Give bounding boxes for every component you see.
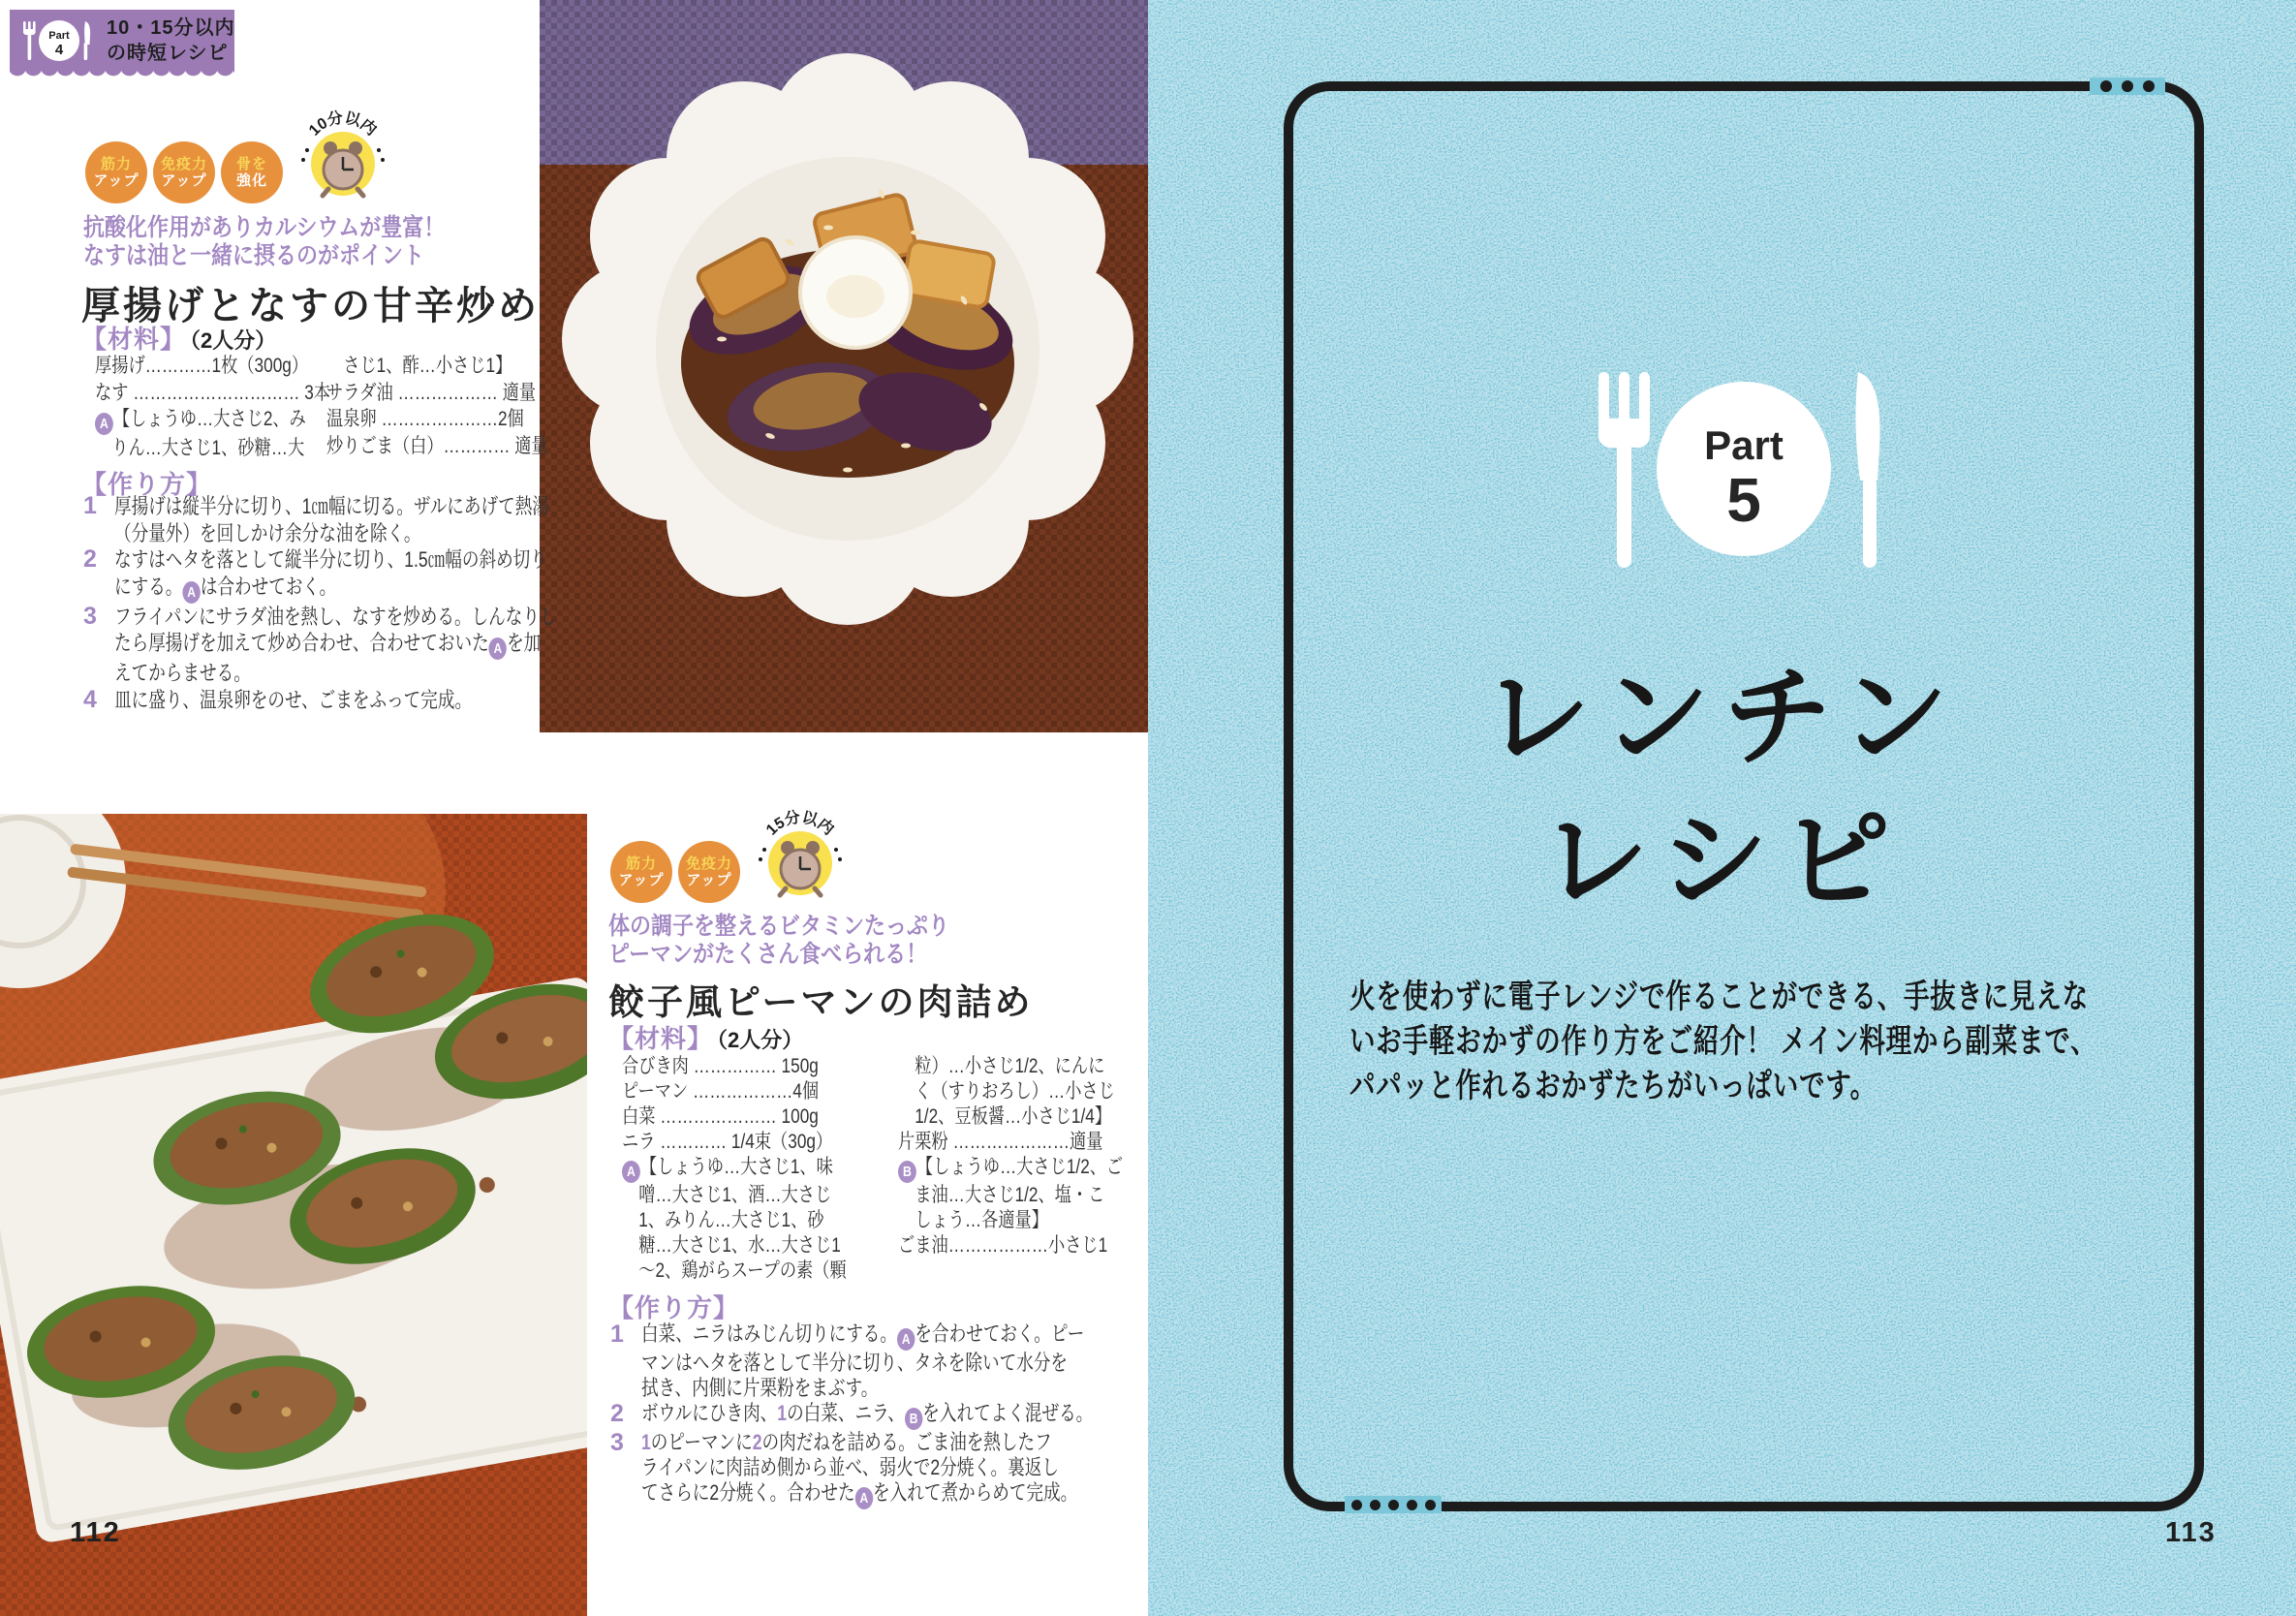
description-line: パパッと作れるおかずたちがいっぱいです。 [1350,1068,1877,1104]
ingredient-line: さじ1、酢…小さじ1】 [326,355,512,377]
ingredient-line: ニラ ………… 1/4束（30g） [622,1131,833,1153]
recipe-step [83,546,667,604]
recipe2-materials-heading: 【材料】 （2人分） [608,1024,804,1053]
step-line: マンはヘタを落として半分に切り、タネを除いて水分を [641,1351,1069,1375]
fork-plate-knife-icon [1589,366,1908,579]
recipe-step [610,1430,1148,1509]
part5-frame [1284,81,2204,1511]
scalloped-edge [10,70,234,80]
badge-text: 免疫力 [160,156,207,172]
step-line: にする。 A は合わせておく。 [114,574,547,604]
step-line: たら厚揚げを加えて炒め合わせ、合わせておいた A を加 [114,630,557,660]
ingredient-line: ま油…大さじ1/2、塩・こ [898,1184,1105,1206]
step-reference: 1 [777,1401,788,1425]
step-line: てさらに2分焼く。合わせた A を入れて煮からめて完成。 [641,1480,1077,1509]
step-line: 拭き、内側に片栗粉をまぶす。 [641,1376,879,1400]
part5-label: Part [1704,422,1784,468]
badge-text: アップ [618,872,665,888]
ingredient-line: A 【しょうゆ…大さじ2、み [95,406,285,435]
ingredient-line: 厚揚げ…………1枚（300g） [95,355,309,377]
right-page [1148,0,2296,1616]
step-line: えてからませる。 [114,661,251,685]
description-line: いお手軽おかずの作り方をご紹介！ メイン料理から副菜まで、 [1350,1023,2097,1060]
seasoning-marker: A [182,581,200,604]
description-line: 火を使わずに電子レンジで作ることができる、手抜きに見えな [1350,979,2090,1015]
catch-copy-line: 抗酸化作用がありカルシウムが豊富！ [83,214,446,241]
step-number: 3 [83,602,97,630]
badge-text: 筋力 [625,855,657,872]
catch-copy-line: ピーマンがたくさん食べられる！ [608,940,928,968]
seasoning-marker: B [905,1408,922,1430]
ingredient-line: A 【しょうゆ…大さじ1、味 [622,1155,849,1183]
part5-description [1350,975,2296,1108]
badge-text: 強化 [235,172,267,189]
ingredient-line: なす ………………………… 3本 [95,381,331,404]
recipe1-materials-heading: 【材料】 （2人分） [81,325,277,354]
recipe1-steps [83,493,667,713]
ingredient-line: サラダ油 ……………… 適量 [326,381,537,404]
step-line: 白菜、ニラはみじん切りにする。 A を合わせておく。ピー [641,1321,1084,1351]
step-line: フライパンにサラダ油を熱し、なすを炒める。しんなりし [114,604,557,629]
badge-text: アップ [93,172,140,189]
ingredient-line: 粒）…小さじ1/2、にんに [898,1055,1105,1077]
step-text [641,1430,1148,1509]
ingredient-line: 片栗粉 …………………適量 [898,1131,1103,1153]
seasoning-marker: A [489,637,507,660]
alarm-clock-icon [756,807,845,900]
ingredient-line: B 【しょうゆ…大さじ1/2、ご [898,1155,1123,1183]
recipe2-ingredients [622,1054,1148,1284]
ingredient-line: 温泉卵 …………………2個 [326,408,524,430]
badge-text: 筋力 [100,156,132,172]
step-line: なすはヘタを落として縦半分に切り、1.5㎝幅の斜め切り [114,547,547,572]
part5-number: 5 [1726,465,1761,535]
ingredient-line: 合びき肉 …………… 150g [622,1055,819,1077]
ingredient-line: ～2、鶏がらスープの素（顆 [622,1259,847,1282]
badge-text: アップ [161,172,207,189]
benefit-badge [221,141,283,203]
step-text [641,1321,1148,1401]
ingredient-line: ピーマン ………………4個 [622,1080,820,1103]
recipe-step [610,1321,1148,1401]
seasoning-marker: A [897,1328,915,1351]
clock-glyph [780,841,821,895]
ingredient-line: 白菜 ………………… 100g [622,1105,819,1128]
tab-part-number: 4 [54,42,64,58]
recipe1-ingredients [95,353,597,462]
recipe-step [83,493,667,546]
recipe-step [83,687,667,714]
step-line: 皿に盛り、温泉卵をのせ、ごまをふって完成。 [114,687,473,712]
part5-title-line2: レシピ [1539,800,1905,921]
seasoning-marker: A [95,413,113,435]
time-badge-text: 15分以内 [762,809,837,839]
step-text [114,546,656,604]
tab-part-label: Part [48,30,70,42]
step-number: 1 [83,492,97,519]
recipe1-title: 厚揚げとなすの甘辛炒め [81,285,540,327]
recipe-step [83,604,667,687]
knife-icon [1855,372,1879,568]
ingredient-line: 炒りごま（白）………… 適量 [326,434,548,457]
step-number: 2 [610,1400,624,1427]
recipe2-steps [610,1321,1148,1509]
badge-text: 免疫力 [685,855,732,872]
clock-glyph [323,141,363,196]
step-number: 2 [83,545,97,573]
step-text [114,687,561,714]
seasoning-marker: A [855,1487,873,1509]
recipe1-steps-heading: 【作り方】 [81,470,213,499]
alarm-clock-icon [298,108,388,201]
benefit-badge [85,141,147,203]
recipe2-title: 餃子風ピーマンの肉詰め [608,982,1034,1022]
badge-text: アップ [686,872,732,888]
page-number-right: 113 [2165,1517,2217,1548]
frame-dot-break-bottom [1345,1496,1442,1513]
benefit-badge [678,841,740,903]
badge-text: 骨を [235,156,267,172]
step-text [114,604,667,687]
step-reference: 2 [752,1430,762,1454]
recipe-step [610,1401,1148,1430]
ingredient-line: く（すりおろし）…小さじ [898,1080,1115,1103]
seasoning-marker: B [898,1161,916,1183]
ingredient-line: しょう…各適量】 [898,1209,1048,1231]
time-badge-text: 10分以内 [305,109,380,140]
step-number: 3 [610,1429,624,1456]
step-line: （分量外）を回しかけ余分な油を除く。 [114,520,421,545]
benefit-badge [610,841,672,903]
step-line: 1のピーマンに2の肉だねを詰める。ごま油を熱したフ [641,1430,1052,1454]
seasoning-marker: A [622,1161,640,1183]
step-number: 4 [83,685,97,713]
stuffed-peppers-photo [0,814,587,1616]
part5-title-line1: レンチン [1481,657,1963,778]
page-number-left: 112 [70,1517,121,1548]
step-text [114,493,658,546]
recipe1-catch-copy [83,214,445,269]
part4-tab [10,10,234,70]
catch-copy-line: なすは油と一緒に摂るのがポイント [83,241,425,269]
catch-copy-line: 体の調子を整えるビタミンたっぷり [608,913,950,940]
step-line: ライパンに肉詰め側から並べ、弱火で2分焼く。裏返し [641,1455,1059,1479]
benefit-badge [153,141,215,203]
step-number: 1 [610,1321,624,1348]
recipe1-badges [85,141,289,203]
recipe2-catch-copy [608,913,949,968]
ingredient-line: りん…大さじ1、砂糖…大 [95,437,305,459]
ingredient-line: ごま油………………小さじ1 [898,1234,1108,1257]
ingredient-line: 糖…大さじ1、水…大さじ1 [622,1234,841,1257]
step-line: 厚揚げは縦半分に切り、1㎝幅に切る。ザルにあげて熱湯 [114,494,549,518]
recipe2-steps-heading: 【作り方】 [608,1293,740,1322]
ingredient-line: 1、みりん…大さじ1、砂 [622,1209,824,1231]
frame-dot-break-top [2090,78,2165,95]
tab-title: 10・15分以内 の時短レシピ [107,17,235,64]
recipe2-badges [610,841,746,903]
step-line: ボウルにひき肉、1の白菜、ニラ、 B を入れてよく混ぜる。 [641,1401,1093,1430]
step-text [641,1401,1148,1430]
ingredient-line: 噌…大さじ1、酒…大さじ [622,1184,832,1206]
fork-plate-knife-icon [21,16,99,66]
fork-icon [1598,372,1650,568]
ingredient-line: 1/2、豆板醤…小さじ1/4】 [898,1105,1112,1128]
step-reference: 1 [641,1430,651,1454]
